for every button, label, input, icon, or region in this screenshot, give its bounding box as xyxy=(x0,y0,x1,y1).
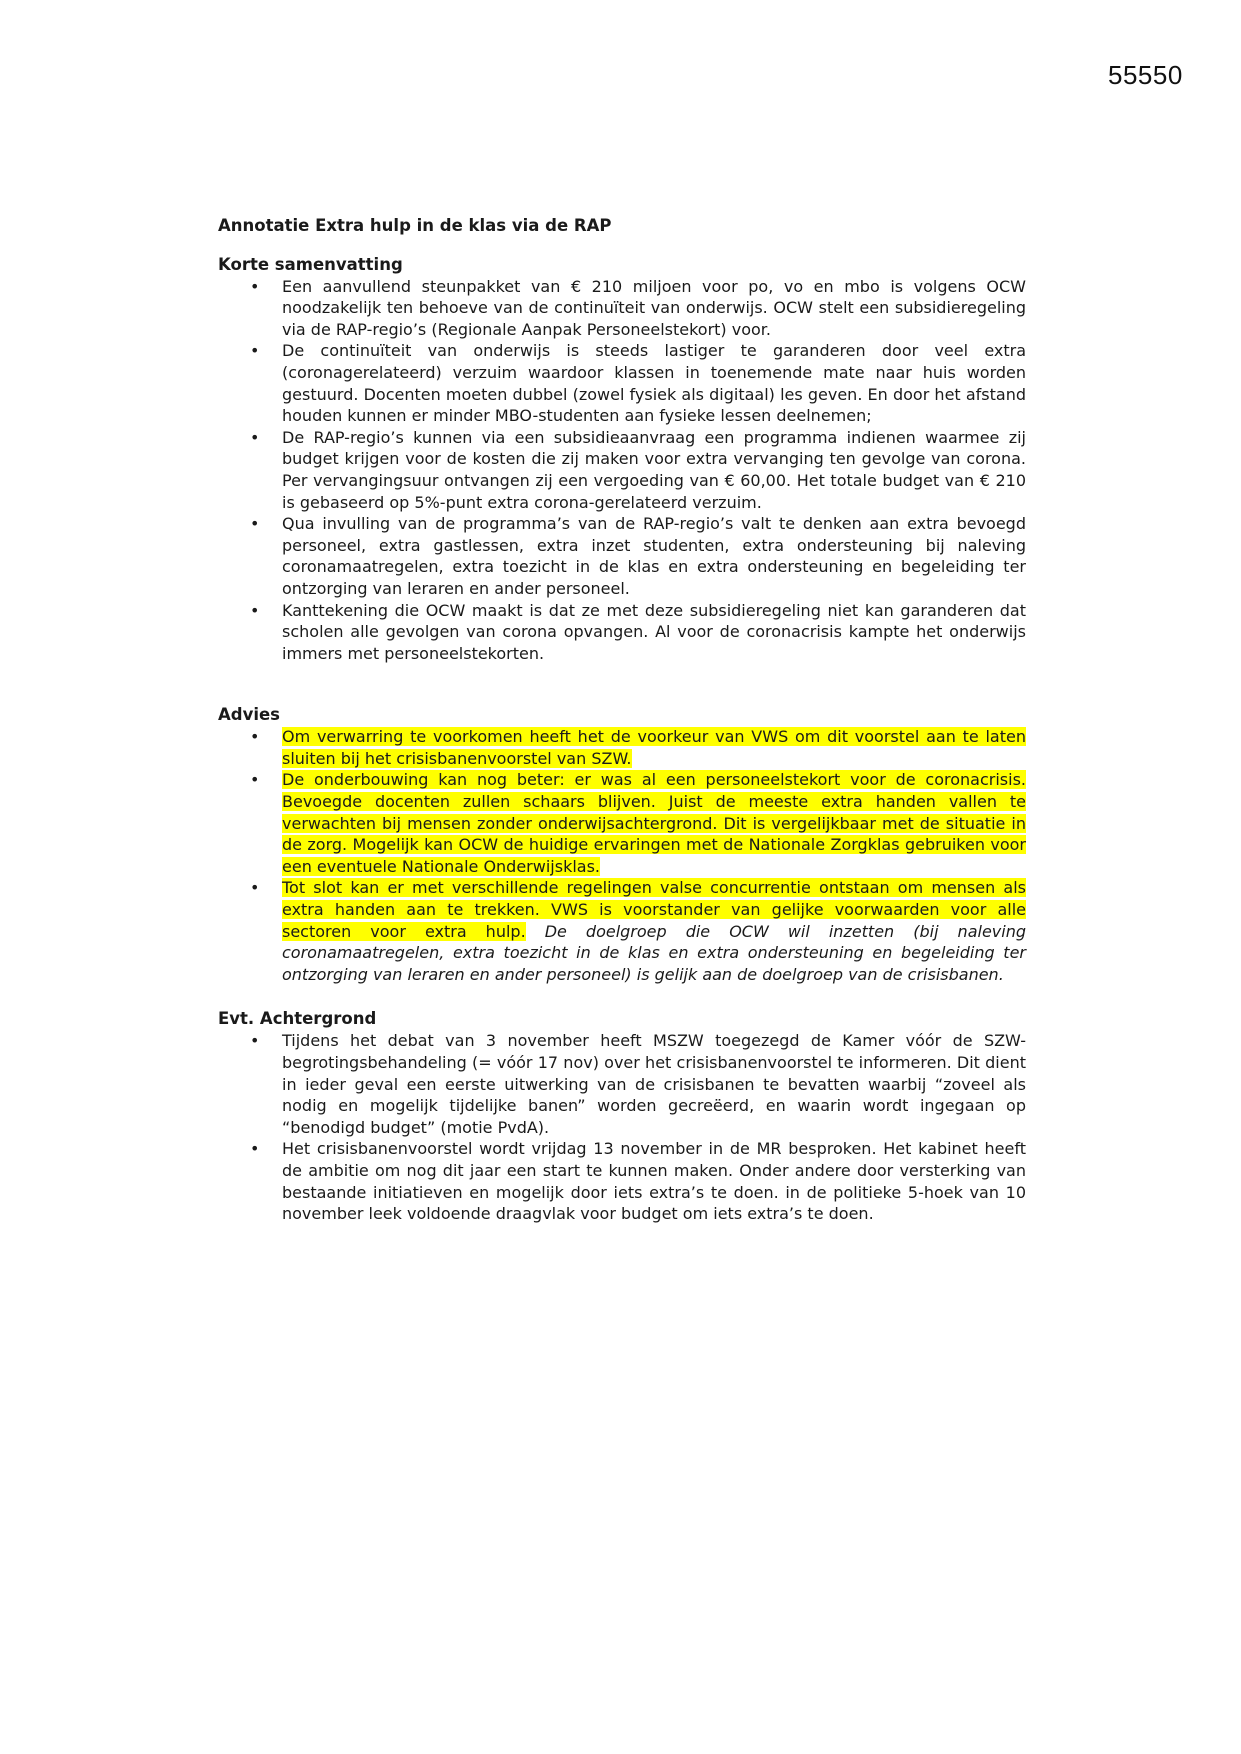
list-item xyxy=(218,427,1030,513)
list-item-text: Tijdens het debat van 3 november heeft MSZW toegezegd de Kamer vóór de SZW-begrotingsbehandeling (= vóór 17 nov) over het crisisbanenvoorstel te informeren. Dit dient in ieder geval een eerste uitwerking van de crisisbanen te bevatten waarbij “zoveel als nodig en mogelijk tijdelijke banen” worden gecreëerd, en waarin wordt ingegaan op “benodigd budget” (motie PvdA). xyxy=(282,1031,1026,1137)
bullet-icon: • xyxy=(250,427,260,447)
list-item xyxy=(218,276,1030,341)
list-item xyxy=(218,513,1030,599)
document-title: Annotatie Extra hulp in de klas via de RAP xyxy=(218,216,612,235)
page-number: 55550 xyxy=(1108,60,1183,90)
list-item-text: De continuïteit van onderwijs is steeds lastiger te garanderen door veel extra (coronagerelateerd) verzuim waardoor klassen in toenemende mate naar huis worden gestuurd. Docenten moeten dubbel (zowel fysiek als digitaal) les geven. En door het afstand houden kunnen er minder MBO-studenten aan fysieke lessen deelnemen; xyxy=(282,341,1026,426)
italic-text: De doelgroep die OCW wil inzetten (bij naleving coronamaatregelen, extra toezicht in de klas en extra ondersteuning en begeleiding ter ontzorging van leraren en ander personeel) is gelijk aan de doelgroep van de crisisbanen. xyxy=(282,921,1026,984)
list-item xyxy=(218,877,1030,985)
list-item-text: De RAP-regio’s kunnen via een subsidieaanvraag een programma indienen waarmee zij budget krijgen voor de kosten die zij maken voor extra vervanging ten gevolge van corona. Per vervangingsuur ontvangen zij een vergoeding van € 60,00. Het totale budget van € 210 is gebaseerd op 5%-punt extra corona-gerelateerd verzuim. xyxy=(282,427,1026,512)
list-item xyxy=(218,600,1030,665)
list-item-text: Een aanvullend steunpakket van € 210 miljoen voor po, vo en mbo is volgens OCW noodzakelijk ten behoeve van de continuïteit van onderwijs. OCW stelt een subsidieregeling via de RAP-regio’s (Regionale Aanpak Personeelstekort) voor. xyxy=(282,276,1026,339)
highlighted-text: Om verwarring te voorkomen heeft het de voorkeur van VWS om dit voorstel aan te laten sluiten bij het crisisbanenvoorstel van SZW. xyxy=(282,727,1026,768)
section-heading-achtergrond: Evt. Achtergrond xyxy=(218,1009,377,1029)
advice-list xyxy=(218,726,1030,985)
list-item-text: Qua invulling van de programma’s van de RAP-regio’s valt te denken aan extra bevoegd personeel, extra gastlessen, extra inzet studenten, extra ondersteuning bij naleving coronamaatregelen, extra toezicht in de klas en extra ondersteuning en begeleiding ter ontzorging van leraren en ander personeel. xyxy=(282,514,1026,598)
bullet-icon: • xyxy=(250,1031,260,1051)
bullet-icon: • xyxy=(250,600,260,620)
highlighted-text: De onderbouwing kan nog beter: er was al een personeelstekort voor de coronacrisis. Bevoegde docenten zullen schaars blijven. Juist de meeste extra handen vallen te verwachten bij mensen zonder onderwijsachtergrond. Dit is vergelijkbaar met de situatie in de zorg. Mogelijk kan OCW de huidige ervaringen met de Nationale Zorgklas gebruiken voor een eventuele Nationale Onderwijsklas. xyxy=(282,770,1026,876)
highlighted-text: Tot slot kan er met verschillende regelingen valse concurrentie ontstaan om mensen als extra handen aan te trekken. VWS is voorstander van gelijke voorwaarden voor alle sectoren voor extra hulp. xyxy=(282,878,1026,941)
summary-list xyxy=(218,276,1030,665)
document-body xyxy=(218,215,1030,1225)
bullet-icon: • xyxy=(250,727,260,747)
background-list xyxy=(218,1030,1030,1224)
bullet-icon: • xyxy=(250,1139,260,1159)
bullet-icon: • xyxy=(250,770,260,790)
bullet-icon: • xyxy=(250,341,260,361)
bullet-icon: • xyxy=(250,514,260,534)
list-item xyxy=(218,769,1030,877)
bullet-icon: • xyxy=(250,276,260,296)
section-heading-korte-samenvatting: Korte samenvatting xyxy=(218,254,403,274)
list-item xyxy=(218,1030,1030,1138)
bullet-icon: • xyxy=(250,878,260,898)
list-item-text: Het crisisbanenvoorstel wordt vrijdag 13 november in de MR besproken. Het kabinet heeft de ambitie om nog dit jaar een start te kunnen maken. Onder andere door versterking van bestaande initiatieven en mogelijk door iets extra’s te doen. in de politieke 5-hoek van 10 november leek voldoende draagvlak voor budget om iets extra’s te doen. xyxy=(282,1139,1026,1224)
list-item-text: Kanttekening die OCW maakt is dat ze met deze subsidieregeling niet kan garanderen dat scholen alle gevolgen van corona opvangen. Al voor de coronacrisis kampte het onderwijs immers met personeelstekorten. xyxy=(282,600,1026,663)
list-item xyxy=(218,340,1030,426)
list-item xyxy=(218,1138,1030,1224)
list-item xyxy=(218,726,1030,769)
section-heading-advies: Advies xyxy=(218,705,281,725)
